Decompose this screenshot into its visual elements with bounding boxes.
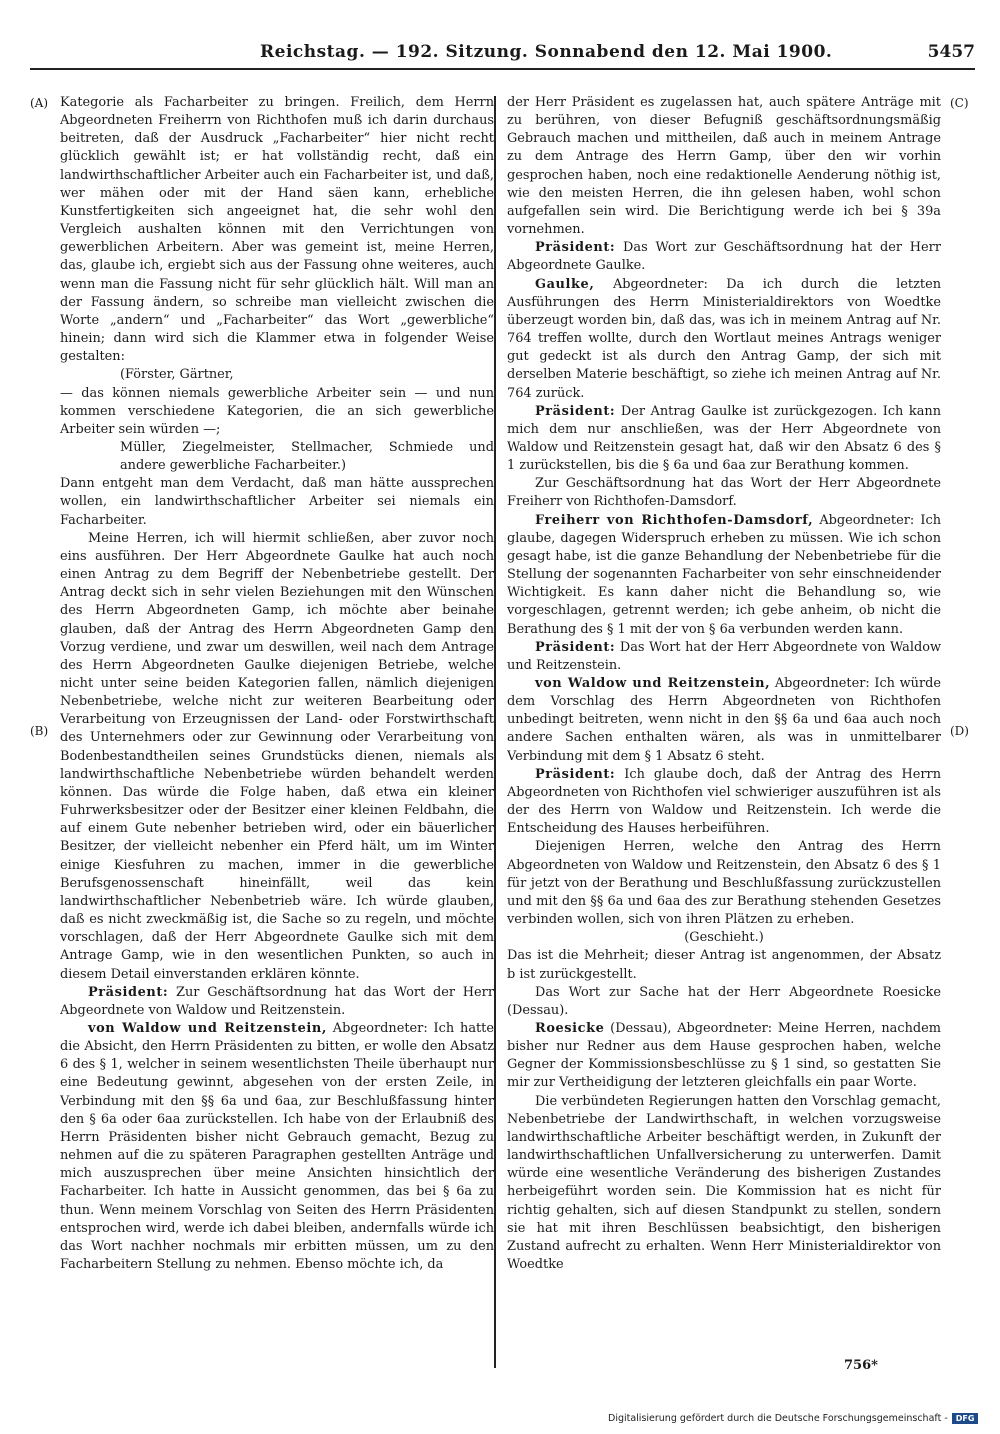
paragraph (60, 366, 494, 384)
margin-marker-a: (A) (30, 96, 49, 110)
page-number: 5457 (927, 42, 975, 62)
paragraph-text: Das Wort zur Geschäftsordnung hat der Herr Abgeordnete Gaulke. (507, 240, 941, 274)
paragraph-text: Zur Geschäftsordnung hat das Wort der Herr Abgeordnete Freiherr von Richthofen-Damsdorf. (507, 476, 941, 510)
paragraph (507, 512, 941, 639)
paragraph (507, 766, 941, 839)
paragraph (507, 639, 941, 675)
speaker-name: Präsident: (535, 639, 616, 655)
paragraph-text: der Herr Präsident es zugelassen hat, auch spätere Anträge mit zu berühren, von dieser Befugniß geschäftsordnungsmäßig Gebrauch machen und mittheilen, daß auch in meinem Antrage zu dem Antrage des Herrn Gamp, über den wir vorhin gesprochen haben, noch eine redaktionelle Aenderung nöthig ist, wie den meisten Herren, die ihn gelesen haben, wohl schon aufgefallen sein wird. Die Berichtigung werde ich bei § 39a vornehmen. (507, 95, 941, 238)
credit-text: Digitalisierung gefördert durch die Deutsche Forschungsgemeinschaft - (608, 1413, 948, 1424)
paragraph-text: Abgeordneter: Da ich durch die letzten Ausführungen des Herrn Ministerialdirektors von Woedtke überzeugt worden bin, daß das, was ich in meinem Antrag auf Nr. 764 treffen wollte, durch den Wortlaut meines Antrags weniger gut gedeckt ist als durch den Antrag Gamp, der sich mit derselben Materie beschäftigt, so ziehe ich meinen Antrag auf Nr. 764 zurück. (507, 276, 941, 401)
paragraph (507, 929, 941, 947)
speaker-name: Roesicke (535, 1020, 605, 1036)
paragraph (507, 984, 941, 1020)
paragraph (60, 94, 494, 366)
paragraph (507, 239, 941, 275)
paragraph-text: Das ist die Mehrheit; dieser Antrag ist angenommen, der Absatz b ist zurückgestellt. (507, 948, 941, 982)
paragraph-text: (Förster, Gärtner, (120, 367, 234, 383)
dfg-logo: DFG (952, 1413, 979, 1424)
paragraph (507, 475, 941, 511)
paragraph-text: Die verbündeten Regierungen hatten den Vorschlag gemacht, Nebenbetriebe der Landwirthschaft, in welchen vorzugsweise landwirthschaftliche Arbeiter beschäftigt werden, in Zukunft der landwirthschaftlichen Unfallversicherung zu unterwerfen. Damit würde eine wesentliche Veränderung des bisherigen Zustandes herbeigeführt worden sein. Die Kommission hat es nicht für richtig gehalten, sich auf diesen Standpunkt zu stellen, sondern sie hat mit ihren Beschlüssen beabsichtigt, den bisherigen Zustand aufrecht zu erhalten. Wenn Herr Ministerialdirektor von Woedtke (507, 1093, 941, 1272)
paragraph (507, 947, 941, 983)
running-header (30, 42, 975, 70)
paragraph (60, 530, 494, 984)
speaker-name: Präsident: (535, 403, 616, 419)
left-column (60, 94, 494, 1366)
paragraph (60, 1020, 494, 1274)
paragraph (60, 984, 494, 1020)
right-column (507, 94, 941, 1366)
paragraph-text: Der Antrag Gaulke ist zurückgezogen. Ich kann mich dem nur anschließen, was der Herr Abgeordnete von Waldow und Reitzenstein gesagt hat, daß wir den Absatz 6 des § 1 zurückstellen, bis die § 6a und 6aa zur Berathung kommen. (507, 403, 941, 474)
paragraph-text: Abgeordneter: Ich würde dem Vorschlag des Herrn Abgeordneten von Richthofen unbedingt beitreten, wenn nicht in den §§ 6a und 6aa auch noch andere Sachen enthalten wären, als was in unmittelbarer Verbindung mit dem § 1 Absatz 6 steht. (507, 676, 941, 764)
speaker-name: Präsident: (88, 984, 169, 1000)
paragraph (60, 385, 494, 439)
header-title: Reichstag. — 192. Sitzung. Sonnabend den 12. Mai 1900. (260, 42, 833, 62)
paragraph-text: Zur Geschäftsordnung hat das Wort der Herr Abgeordnete von Waldow und Reitzenstein. (60, 984, 494, 1018)
paragraph-text: Kategorie als Facharbeiter zu bringen. Freilich, dem Herrn Abgeordneten Freiherrn von Richthofen muß ich darin durchaus beitreten, daß der Ausdruck „Facharbeiter“ hier nicht recht glücklich gewählt ist; er hat vollständig recht, daß ein landwirthschaftlicher Arbeiter auch ein Facharbeiter ist, und daß, wer mähen oder mit der Hand säen kann, erhebliche Kunstfertigkeiten sich angeeignet hat, die sehr wohl den Vergleich aushalten können mit den Verrichtungen von gewerblichen Arbeitern. Aber was gemeint ist, meine Herren, das, glaube ich, ergiebt sich aus der Fassung ohne weiteres, auch wenn man die Fassung nicht für sehr glücklich hält. Will man an der Fassung ändern, so schreibe man vielleicht zwischen die Worte „andern“ und „Facharbeiter“ das Wort „gewerbliche“ hinein; dann wird sich die Klammer etwa in folgender Weise gestalten: (60, 95, 494, 365)
paragraph-text: — das können niemals gewerbliche Arbeiter sein — und nun kommen verschiedene Kategorien, die an sich gewerbliche Arbeiter sein würden —; (60, 385, 494, 437)
margin-marker-c: (C) (950, 96, 969, 110)
paragraph-text: Müller, Ziegelmeister, Stellmacher, Schmiede und andere gewerbliche Facharbeiter.) (120, 439, 494, 474)
paragraph-text: Ich glaube doch, daß der Antrag des Herrn Abgeordneten von Richthofen viel schwieriger auszuführen ist als der des Herrn von Waldow und Reitzenstein. Ich werde die Entscheidung des Hauses herbeiführen. (507, 766, 941, 837)
paragraph-text: Abgeordneter: Ich hatte die Absicht, den Herrn Präsidenten zu bitten, er wolle den Absatz 6 des § 1, welcher in seinem wesentlichsten Theile überhaupt nur eine Bedeutung gewinnt, abgesehen von der ersten Zeile, in Verbindung mit den §§ 6a und 6aa, zur Beschlußfassung hinter den § 6a oder 6aa zurückstellen. Ich habe von der Erlaubniß des Herrn Präsidenten bisher nicht Gebrauch gemacht, Bezug zu nehmen auf die zu späteren Paragraphen gestellten Anträge und mich auszusprechen über meine Ansichten hinsichtlich der Facharbeiter. Ich hatte in Aussicht genommen, das bei § 6a zu thun. Wenn meinem Vorschlag von Seiten des Herrn Präsidenten entsprochen wird, werde ich dabei bleiben, andernfalls würde ich das Wort nachher nochmals mir erbitten müssen, um zu den Facharbeitern Stellung zu nehmen. Ebenso möchte ich, da (60, 1020, 494, 1272)
paragraph-text: Das Wort hat der Herr Abgeordnete von Waldow und Reitzenstein. (507, 639, 941, 673)
paragraph (507, 276, 941, 403)
paragraph (507, 403, 941, 476)
paragraph-text: Diejenigen Herren, welche den Antrag des Herrn Abgeordneten von Waldow und Reitzenstein, den Absatz 6 des § 1 für jetzt von der Berathung und Beschlußfassung zurückzustellen und mit den §§ 6a und 6aa des zur Berathung stehenden Gesetzes verbinden wollen, sich von ihren Plätzen zu erheben. (507, 839, 941, 928)
paragraph (60, 439, 494, 475)
speaker-name: von Waldow und Reitzenstein, (535, 676, 771, 691)
paragraph (507, 675, 941, 766)
margin-marker-b: (B) (30, 724, 49, 738)
paragraph-text: Meine Herren, ich will hiermit schließen, aber zuvor noch eins ausführen. Der Herr Abgeordnete Gaulke hat auch noch einen Antrag zu dem Begriff der Nebenbetriebe gestellt. Der Antrag deckt sich in sehr vielen Beziehungen mit den Wünschen des Herrn Abgeordneten Gamp, ich möchte aber beinahe glauben, daß der Antrag des Herrn Abgeordneten Gamp den Vorzug verdiene, und zwar um deswillen, weil nach dem Antrage des Herrn Abgeordneten Gaulke diejenigen Betriebe, welche nicht unter seine beiden Kategorien fallen, nämlich diejenigen Nebenbetriebe, welche nicht zur weiteren Bearbeitung oder Verarbeitung von Erzeugnissen der Land- oder Forstwirthschaft des Unternehmers oder zur Gewinnung oder Verarbeitung von Bodenbestandtheilen seines Grundstücks dienen, niemals als landwirthschaftliche Nebenbetriebe würden behandelt werden können. Das würde die Folge haben, daß etwa ein kleiner Fuhrwerksbesitzer oder der Besitzer einer kleinen Feldbahn, die auf einem Gute nebenher betrieben wird, oder ein bäuerlicher Besitzer, der vielleicht nebenher ein Pferd hält, um im Winter einige Kiesfuhren zu machen, immer in die gewerbliche Berufsgenossenschaft hineinfällt, weil das kein landwirthschaftlicher Nebenbetrieb wäre. Ich würde glauben, daß es nicht zweckmäßig ist, die Sache so zu regeln, und möchte vorschlagen, daß der Herr Abgeordnete Gaulke sich mit dem Antrage Gamp, wie in den wesentlichen Punkten, so auch in diesem Detail einverstanden erklären könnte. (60, 530, 494, 982)
digitization-credit (608, 1413, 978, 1424)
paragraph-text: Dann entgeht man dem Verdacht, daß man hätte aussprechen wollen, ein landwirthschaftlicher Arbeiter sei niemals ein Facharbeiter. (60, 476, 494, 528)
sheet-number: 756* (844, 1358, 878, 1373)
speaker-name: Präsident: (535, 240, 616, 256)
speaker-name: von Waldow und Reitzenstein, (88, 1020, 327, 1036)
paragraph (507, 94, 941, 239)
column-divider (494, 96, 496, 1368)
paragraph-text: Abgeordneter: Ich glaube, dagegen Widerspruch erheben zu müssen. Wie ich schon gesagt habe, ist die ganze Behandlung der Nebenbetriebe für die Stellung der sogenannten Facharbeiter von sehr einschneidender Wichtigkeit. Es kann daher nicht die Behandlung so, wie vorgeschlagen, getrennt werden; ich gebe anheim, ob nicht die Berathung des § 1 mit der von § 6a verbunden werden kann. (507, 512, 941, 637)
paragraph (507, 838, 941, 929)
paragraph-text: (Dessau), Abgeordneter: Meine Herren, nachdem bisher nur Redner aus dem Hause gesprochen haben, welche Gegner der Kommissionsbeschlüsse zu § 1 sind, so gestatten Sie mir zur Vertheidigung der letzteren gleichfalls ein paar Worte. (507, 1020, 941, 1091)
paragraph (507, 1020, 941, 1093)
paragraph (60, 475, 494, 529)
paragraph-text: Das Wort zur Sache hat der Herr Abgeordnete Roesicke (Dessau). (507, 984, 941, 1018)
speaker-name: Freiherr von Richthofen-Damsdorf, (535, 512, 814, 528)
paragraph-text: (Geschieht.) (684, 930, 764, 946)
margin-marker-d: (D) (950, 724, 969, 738)
paragraph (507, 1093, 941, 1275)
speaker-name: Präsident: (535, 766, 616, 782)
speaker-name: Gaulke, (535, 276, 595, 292)
